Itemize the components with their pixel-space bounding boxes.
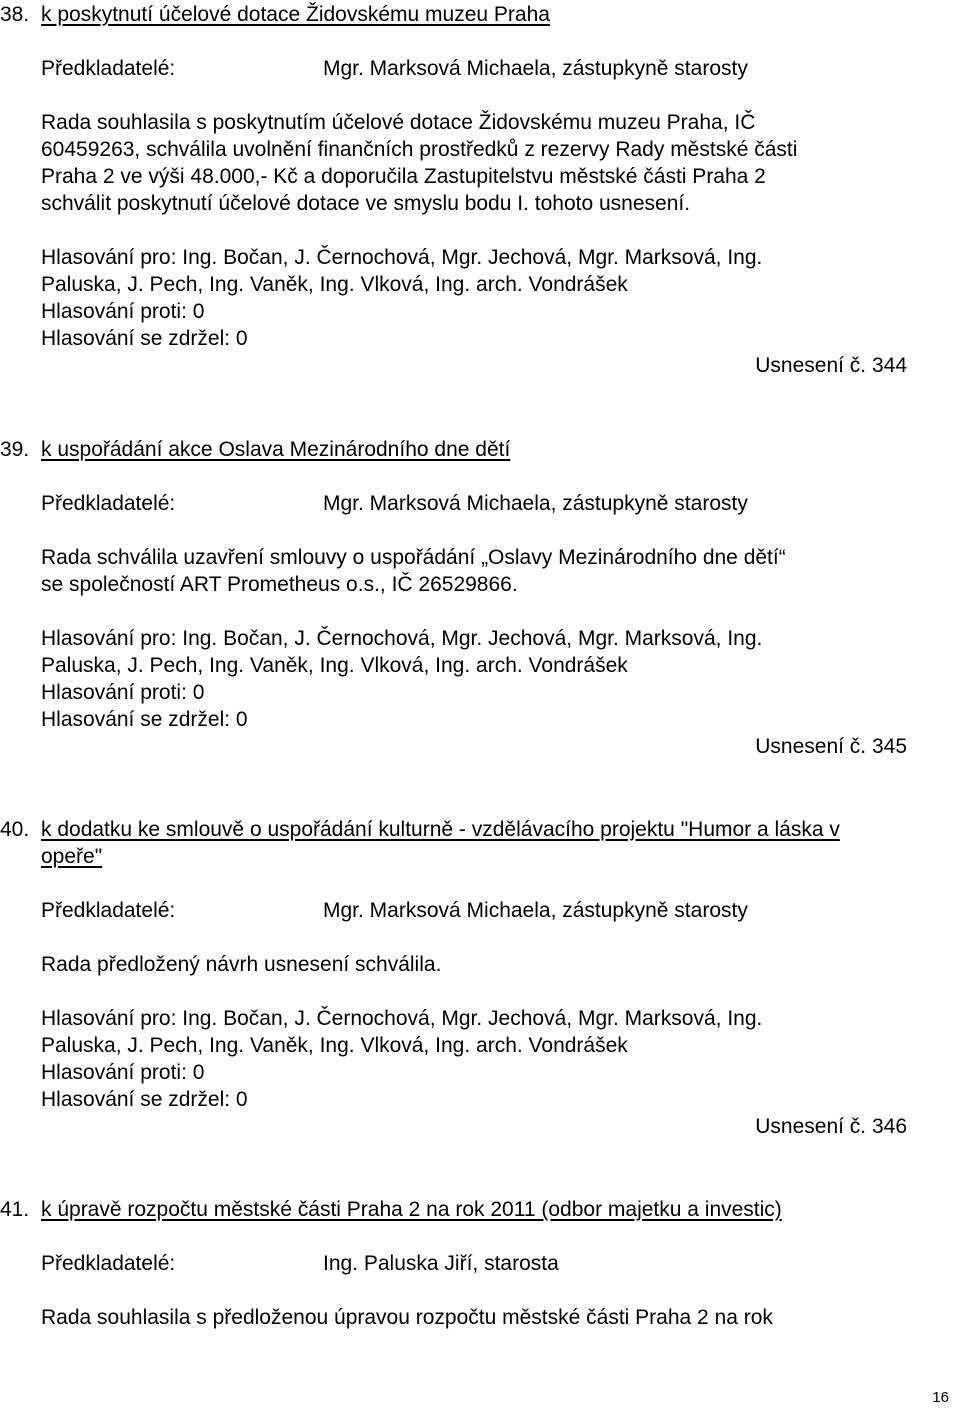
presenter-row (0, 1250, 960, 1277)
resolution-text (41, 544, 891, 598)
resolution-item-40 (0, 816, 960, 1140)
resolution-text-line: Rada souhlasila s poskytnutím účelové dotace Židovskému muzeu Praha, IČ (41, 111, 756, 134)
presenter-label: Předkladatelé: (41, 899, 176, 922)
item-title: k uspořádání akce Oslava Mezinárodního dne dětí (41, 438, 511, 461)
page-number: 16 (932, 1389, 949, 1406)
item-heading (0, 1196, 960, 1223)
item-title: k poskytnutí účelové dotace Židovskému muzeu Praha (41, 3, 550, 26)
item-heading (0, 436, 960, 463)
votes-for-continued: Paluska, J. Pech, Ing. Vaněk, Ing. Vlková, Ing. arch. Vondrášek (41, 273, 628, 296)
item-number: 39. (0, 438, 30, 461)
resolution-item-41 (0, 1196, 960, 1331)
presenter-label: Předkladatelé: (41, 57, 176, 80)
votes-abstained: Hlasování se zdržel: 0 (41, 327, 248, 350)
presenter-name: Mgr. Marksová Michaela, zástupkyně starosty (323, 57, 748, 80)
votes-for: Hlasování pro: Ing. Bočan, J. Černochová, Mgr. Jechová, Mgr. Marksová, Ing. (41, 627, 763, 650)
votes-for: Hlasování pro: Ing. Bočan, J. Černochová, Mgr. Jechová, Mgr. Marksová, Ing. (41, 1007, 763, 1030)
presenter-name: Mgr. Marksová Michaela, zástupkyně starosty (323, 899, 748, 922)
resolution-text (41, 1304, 891, 1331)
resolution-item-38 (0, 1, 960, 379)
votes-against: Hlasování proti: 0 (41, 1061, 205, 1084)
presenter-row (0, 490, 960, 517)
votes-abstained: Hlasování se zdržel: 0 (41, 1088, 248, 1111)
voting-block (41, 625, 911, 733)
resolution-text-line: Rada souhlasila s předloženou úpravou rozpočtu městské části Praha 2 na rok (41, 1306, 773, 1329)
votes-against: Hlasování proti: 0 (41, 681, 205, 704)
resolution-text (41, 951, 891, 978)
resolution-number: Usnesení č. 345 (755, 735, 907, 758)
resolution-text-line: se společností ART Prometheus o.s., IČ 26529866. (41, 573, 518, 596)
votes-abstained: Hlasování se zdržel: 0 (41, 708, 248, 731)
item-title: k úpravě rozpočtu městské části Praha 2 na rok 2011 (odbor majetku a investic) (41, 1198, 782, 1221)
resolution-text-line: Praha 2 ve výši 48.000,- Kč a doporučila Zastupitelstvu městské části Praha 2 (41, 165, 766, 188)
item-heading (0, 816, 960, 870)
resolution-text-line: Rada předložený návrh usnesení schválila. (41, 953, 442, 976)
resolution-number-row (0, 733, 960, 760)
resolution-text-line: Rada schválila uzavření smlouvy o uspořádání „Oslavy Mezinárodního dne dětí“ (41, 546, 786, 569)
resolution-number-row (0, 352, 960, 379)
votes-against: Hlasování proti: 0 (41, 300, 205, 323)
presenter-label: Předkladatelé: (41, 1252, 176, 1275)
votes-for-continued: Paluska, J. Pech, Ing. Vaněk, Ing. Vlková, Ing. arch. Vondrášek (41, 654, 628, 677)
resolution-number: Usnesení č. 346 (755, 1115, 907, 1138)
presenter-label: Předkladatelé: (41, 492, 176, 515)
item-number: 41. (0, 1198, 30, 1221)
item-heading (0, 1, 960, 28)
item-title: k dodatku ke smlouvě o uspořádání kulturně - vzdělávacího projektu "Humor a láska v opeře" (41, 818, 840, 868)
voting-block (41, 1005, 911, 1113)
resolution-text-line: 60459263, schválila uvolnění finančních prostředků z rezervy Rady městské části (41, 138, 798, 161)
resolution-number-row (0, 1113, 960, 1140)
presenter-name: Mgr. Marksová Michaela, zástupkyně starosty (323, 492, 748, 515)
item-number: 38. (0, 3, 30, 26)
presenter-row (0, 55, 960, 82)
resolution-text (41, 109, 891, 217)
item-number: 40. (0, 818, 30, 841)
votes-for-continued: Paluska, J. Pech, Ing. Vaněk, Ing. Vlková, Ing. arch. Vondrášek (41, 1034, 628, 1057)
presenter-row (0, 897, 960, 924)
voting-block (41, 244, 911, 352)
resolution-number: Usnesení č. 344 (755, 354, 907, 377)
votes-for: Hlasování pro: Ing. Bočan, J. Černochová, Mgr. Jechová, Mgr. Marksová, Ing. (41, 246, 763, 269)
presenter-name: Ing. Paluska Jiří, starosta (323, 1252, 559, 1275)
resolution-text-line: schválit poskytnutí účelové dotace ve smyslu bodu I. tohoto usnesení. (41, 192, 691, 215)
resolution-item-39 (0, 436, 960, 760)
